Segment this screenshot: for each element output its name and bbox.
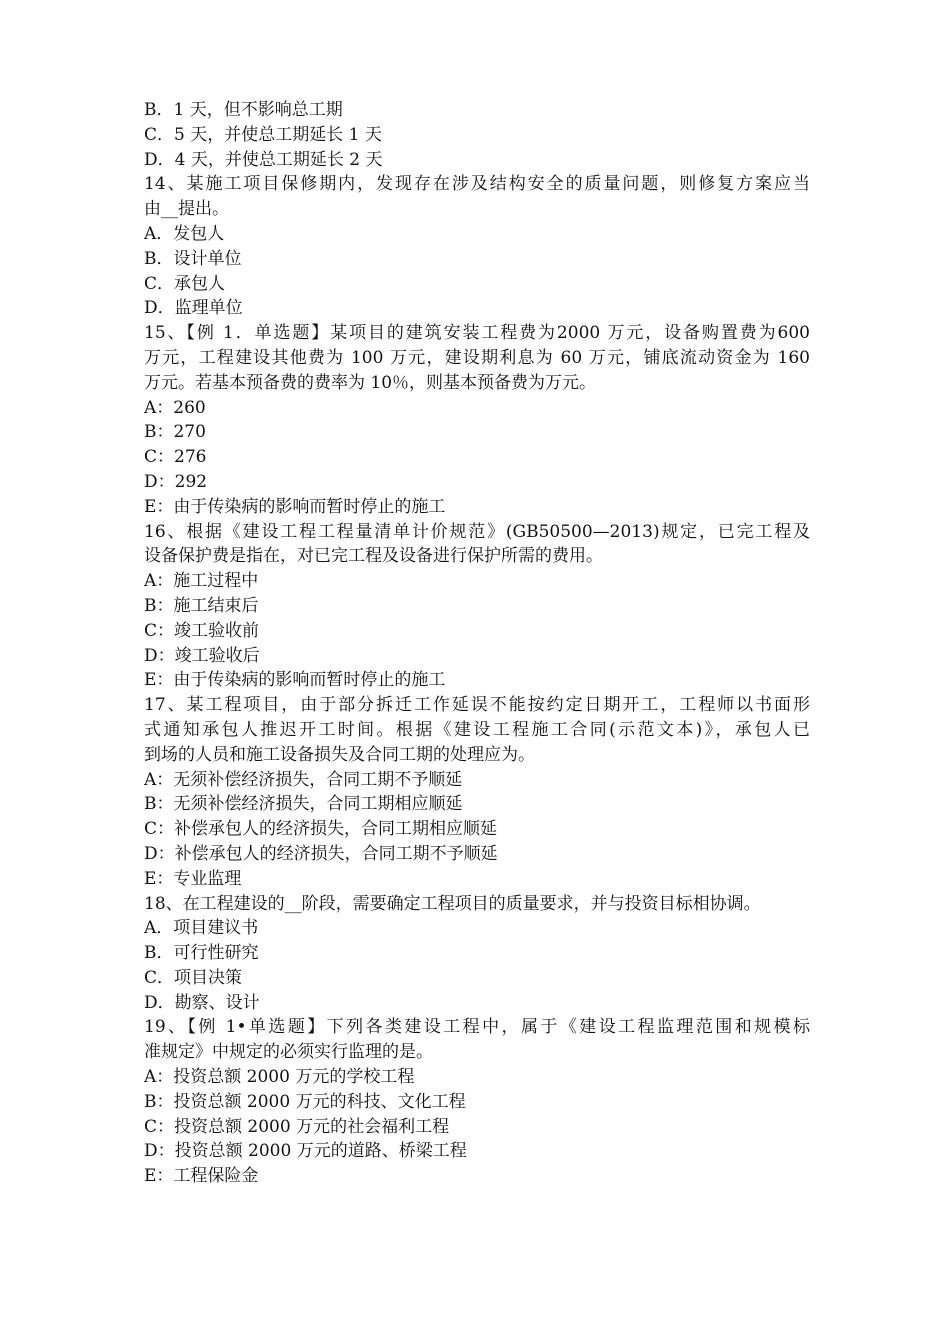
document-page: [144, 98, 810, 1189]
option-b-q19: B：投资总额 2000 万元的科技、文化工程: [144, 1091, 466, 1112]
question-17-line-1: 17、某工程项目，由于部分拆迁工作延误不能按约定日期开工，工程师以书面形: [144, 695, 810, 716]
option-c-q16: C：竣工验收前: [144, 620, 260, 641]
option-b-q15: B：270: [144, 422, 206, 443]
option-a-q18: A．项目建议书: [144, 918, 259, 939]
option-c-q14: C．承包人: [144, 273, 226, 294]
option-d-q19: D：投资总额 2000 万元的道路、桥梁工程: [144, 1141, 467, 1162]
option-d-q17: D：补偿承包人的经济损失，合同工期不予顺延: [144, 843, 498, 864]
option-e-q17: E：专业监理: [144, 868, 242, 889]
option-d-q15: D：292: [144, 471, 208, 492]
option-a-q15: A：260: [144, 397, 206, 418]
question-19-line-1: 19、【例 1•单选题】下列各类建设工程中，属于《建设工程监理范围和规模标: [144, 1017, 810, 1038]
option-b-q18: B．可行性研究: [144, 943, 259, 964]
question-16-line-1: 16、根据《建设工程工程量清单计价规范》(GB50500—2013)规定，已完工程及: [144, 521, 810, 542]
question-15-line-2: 万元，工程建设其他费为 100 万元，建设期利息为 60 万元，铺底流动资金为 160: [144, 347, 810, 368]
option-d-q13: D．4 天，并使总工期延长 2 天: [144, 149, 383, 170]
question-16-line-2: 设备保护费是指在，对已完工程及设备进行保护所需的费用。: [144, 546, 603, 567]
option-a-q14: A．发包人: [144, 223, 225, 244]
option-e-q16: E：由于传染病的影响而暂时停止的施工: [144, 670, 446, 691]
question-17-line-3: 到场的人员和施工设备损失及合同工期的处理应为。: [144, 744, 535, 765]
question-19-line-2: 准规定》中规定的必须实行监理的是。: [144, 1042, 433, 1063]
option-b-q16: B：施工结束后: [144, 595, 259, 616]
option-a-q17: A：无须补偿经济损失，合同工期不予顺延: [144, 769, 463, 790]
option-c-q15: C：276: [144, 447, 207, 468]
option-c-q13: C．5 天，并使总工期延长 1 天: [144, 124, 382, 145]
option-c-q17: C：补偿承包人的经济损失，合同工期相应顺延: [144, 819, 498, 840]
question-18: 18、在工程建设的__阶段，需要确定工程项目的质量要求，并与投资目标相协调。: [144, 893, 761, 914]
option-e-q15: E：由于传染病的影响而暂时停止的施工: [144, 496, 446, 517]
option-a-q16: A：施工过程中: [144, 571, 259, 592]
option-e-q19: E：工程保险金: [144, 1166, 259, 1187]
option-b-q17: B：无须补偿经济损失，合同工期相应顺延: [144, 794, 463, 815]
question-15-line-1: 15、【例 1．单选题】某项目的建筑安装工程费为2000 万元，设备购置费为600: [144, 323, 810, 344]
question-15-line-3: 万元。若基本预备费的费率为 10％，则基本预备费为万元。: [144, 372, 597, 393]
option-c-q18: C．项目决策: [144, 967, 243, 988]
option-c-q19: C：投资总额 2000 万元的社会福利工程: [144, 1116, 450, 1137]
option-b-q13: B．1 天，但不影响总工期: [144, 100, 343, 120]
option-a-q19: A：投资总额 2000 万元的学校工程: [144, 1067, 415, 1088]
question-14-line-2: 由__提出。: [144, 199, 229, 220]
question-14-line-1: 14、某施工项目保修期内，发现存在涉及结构安全的质量问题，则修复方案应当: [144, 174, 810, 195]
option-d-q18: D．勘察、设计: [144, 992, 260, 1013]
option-d-q16: D：竣工验收后: [144, 645, 260, 666]
option-b-q14: B．设计单位: [144, 248, 242, 269]
question-17-line-2: 式通知承包人推迟开工时间。根据《建设工程施工合同(示范文本)》，承包人已: [144, 719, 810, 740]
option-d-q14: D．监理单位: [144, 298, 243, 319]
